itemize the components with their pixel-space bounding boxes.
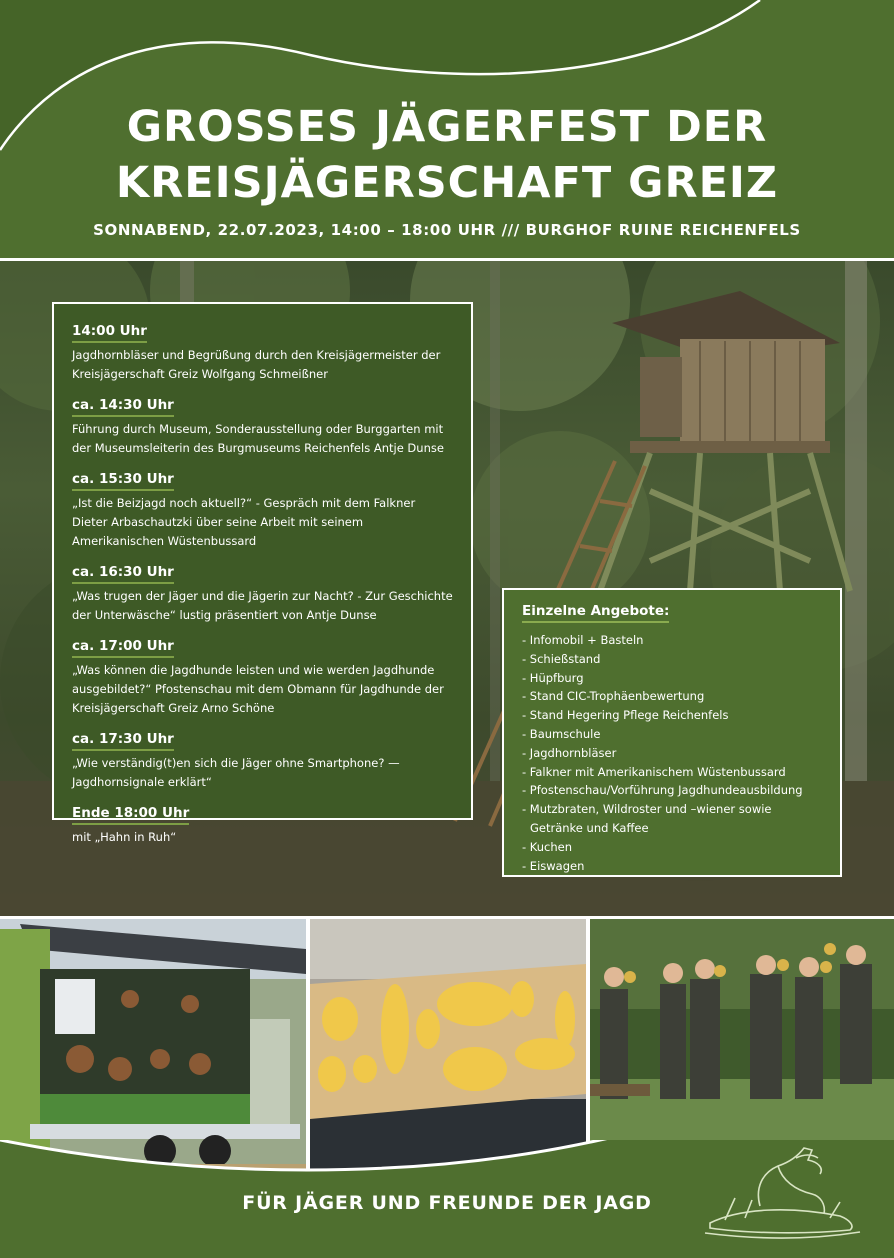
hunting-dog-emblem <box>700 1128 870 1243</box>
list-item: - Infomobil + Basteln <box>522 633 644 647</box>
offers-list <box>522 631 822 875</box>
list-item: - Kuchen <box>522 839 573 854</box>
header-banner <box>0 0 894 258</box>
schedule-entry <box>72 561 453 625</box>
event-date-location: SONNABEND, 22.07.2023, 14:00 – 18:00 UHR /// BURGHOF RUINE REICHENFELS <box>93 221 801 239</box>
schedule-entry <box>72 394 453 458</box>
schedule-time: ca. 17:30 Uhr <box>72 730 174 751</box>
schedule-time: ca. 14:30 Uhr <box>72 396 174 417</box>
schedule-time: ca. 15:30 Uhr <box>72 470 174 491</box>
schedule-time: 14:00 Uhr <box>72 322 147 343</box>
schedule-entry <box>72 320 453 384</box>
list-item: - Schießstand <box>522 651 601 666</box>
footer-tagline: FÜR JÄGER UND FREUNDE DER JAGD <box>242 1192 652 1214</box>
list-item: - Pfostenschau/Vorführung Jagdhundeausbildung <box>522 783 803 798</box>
list-item: - Baumschule <box>522 726 601 741</box>
list-item: - Falkner mit Amerikanischem Wüstenbussard <box>522 764 786 779</box>
schedule-entry <box>72 635 453 718</box>
list-item: - Stand Hegering Pflege Reichenfels <box>522 708 729 723</box>
offers-box <box>502 588 842 877</box>
program-schedule <box>52 302 473 844</box>
offers-title: Einzelne Angebote: <box>522 602 669 623</box>
schedule-time: ca. 17:00 Uhr <box>72 637 174 658</box>
schedule-description: „Was können die Jagdhunde leisten und wie werden Jagdhunde ausgebildet?“ Pfostenschau mit dem Obmann für Jagdhunde der Kreisjägerschaft Greiz Arno Schöne <box>72 663 444 715</box>
list-item: - Jagdhornbläser <box>522 745 617 760</box>
schedule-entry <box>72 728 453 792</box>
event-title-line2: KREISJÄGERSCHAFT GREIZ <box>115 158 779 208</box>
schedule-entry <box>72 468 453 551</box>
schedule-time: Ende 18:00 Uhr <box>72 804 189 825</box>
schedule-description: „Ist die Beizjagd noch aktuell?“ - Gespräch mit dem Falkner Dieter Arbaschautzki über seine Arbeit mit seinem Amerikanischen Wüstenbussard <box>72 496 416 548</box>
list-item: - Mutzbraten, Wildroster und –wiener sowie <box>522 802 772 817</box>
list-item: - Eiswagen <box>522 858 585 873</box>
schedule-entry <box>72 802 453 847</box>
schedule-description: Jagdhornbläser und Begrüßung durch den Kreisjägermeister der Kreisjägerschaft Greiz Wolfgang Schmeißner <box>72 348 441 381</box>
event-title-line1: GROSSES JÄGERFEST DER <box>126 102 768 152</box>
list-item: - Hüpfburg <box>522 670 584 685</box>
schedule-description: mit „Hahn in Ruh“ <box>72 830 177 844</box>
schedule-time: ca. 16:30 Uhr <box>72 563 174 584</box>
list-item: - Stand CIC-Trophäenbewertung <box>522 689 705 704</box>
schedule-description: Führung durch Museum, Sonderausstellung oder Burggarten mit der Museumsleiterin des Burgmuseums Reichenfels Antje Dunse <box>72 422 444 455</box>
schedule-description: „Was trugen der Jäger und die Jägerin zur Nacht? - Zur Geschichte der Unterwäsche“ lustig präsentiert von Antje Dunse <box>72 589 453 622</box>
schedule-description: „Wie verständig(t)en sich die Jäger ohne Smartphone? — Jagdhornsignale erklärt“ <box>72 756 400 789</box>
list-item: Getränke und Kaffee <box>530 820 649 835</box>
